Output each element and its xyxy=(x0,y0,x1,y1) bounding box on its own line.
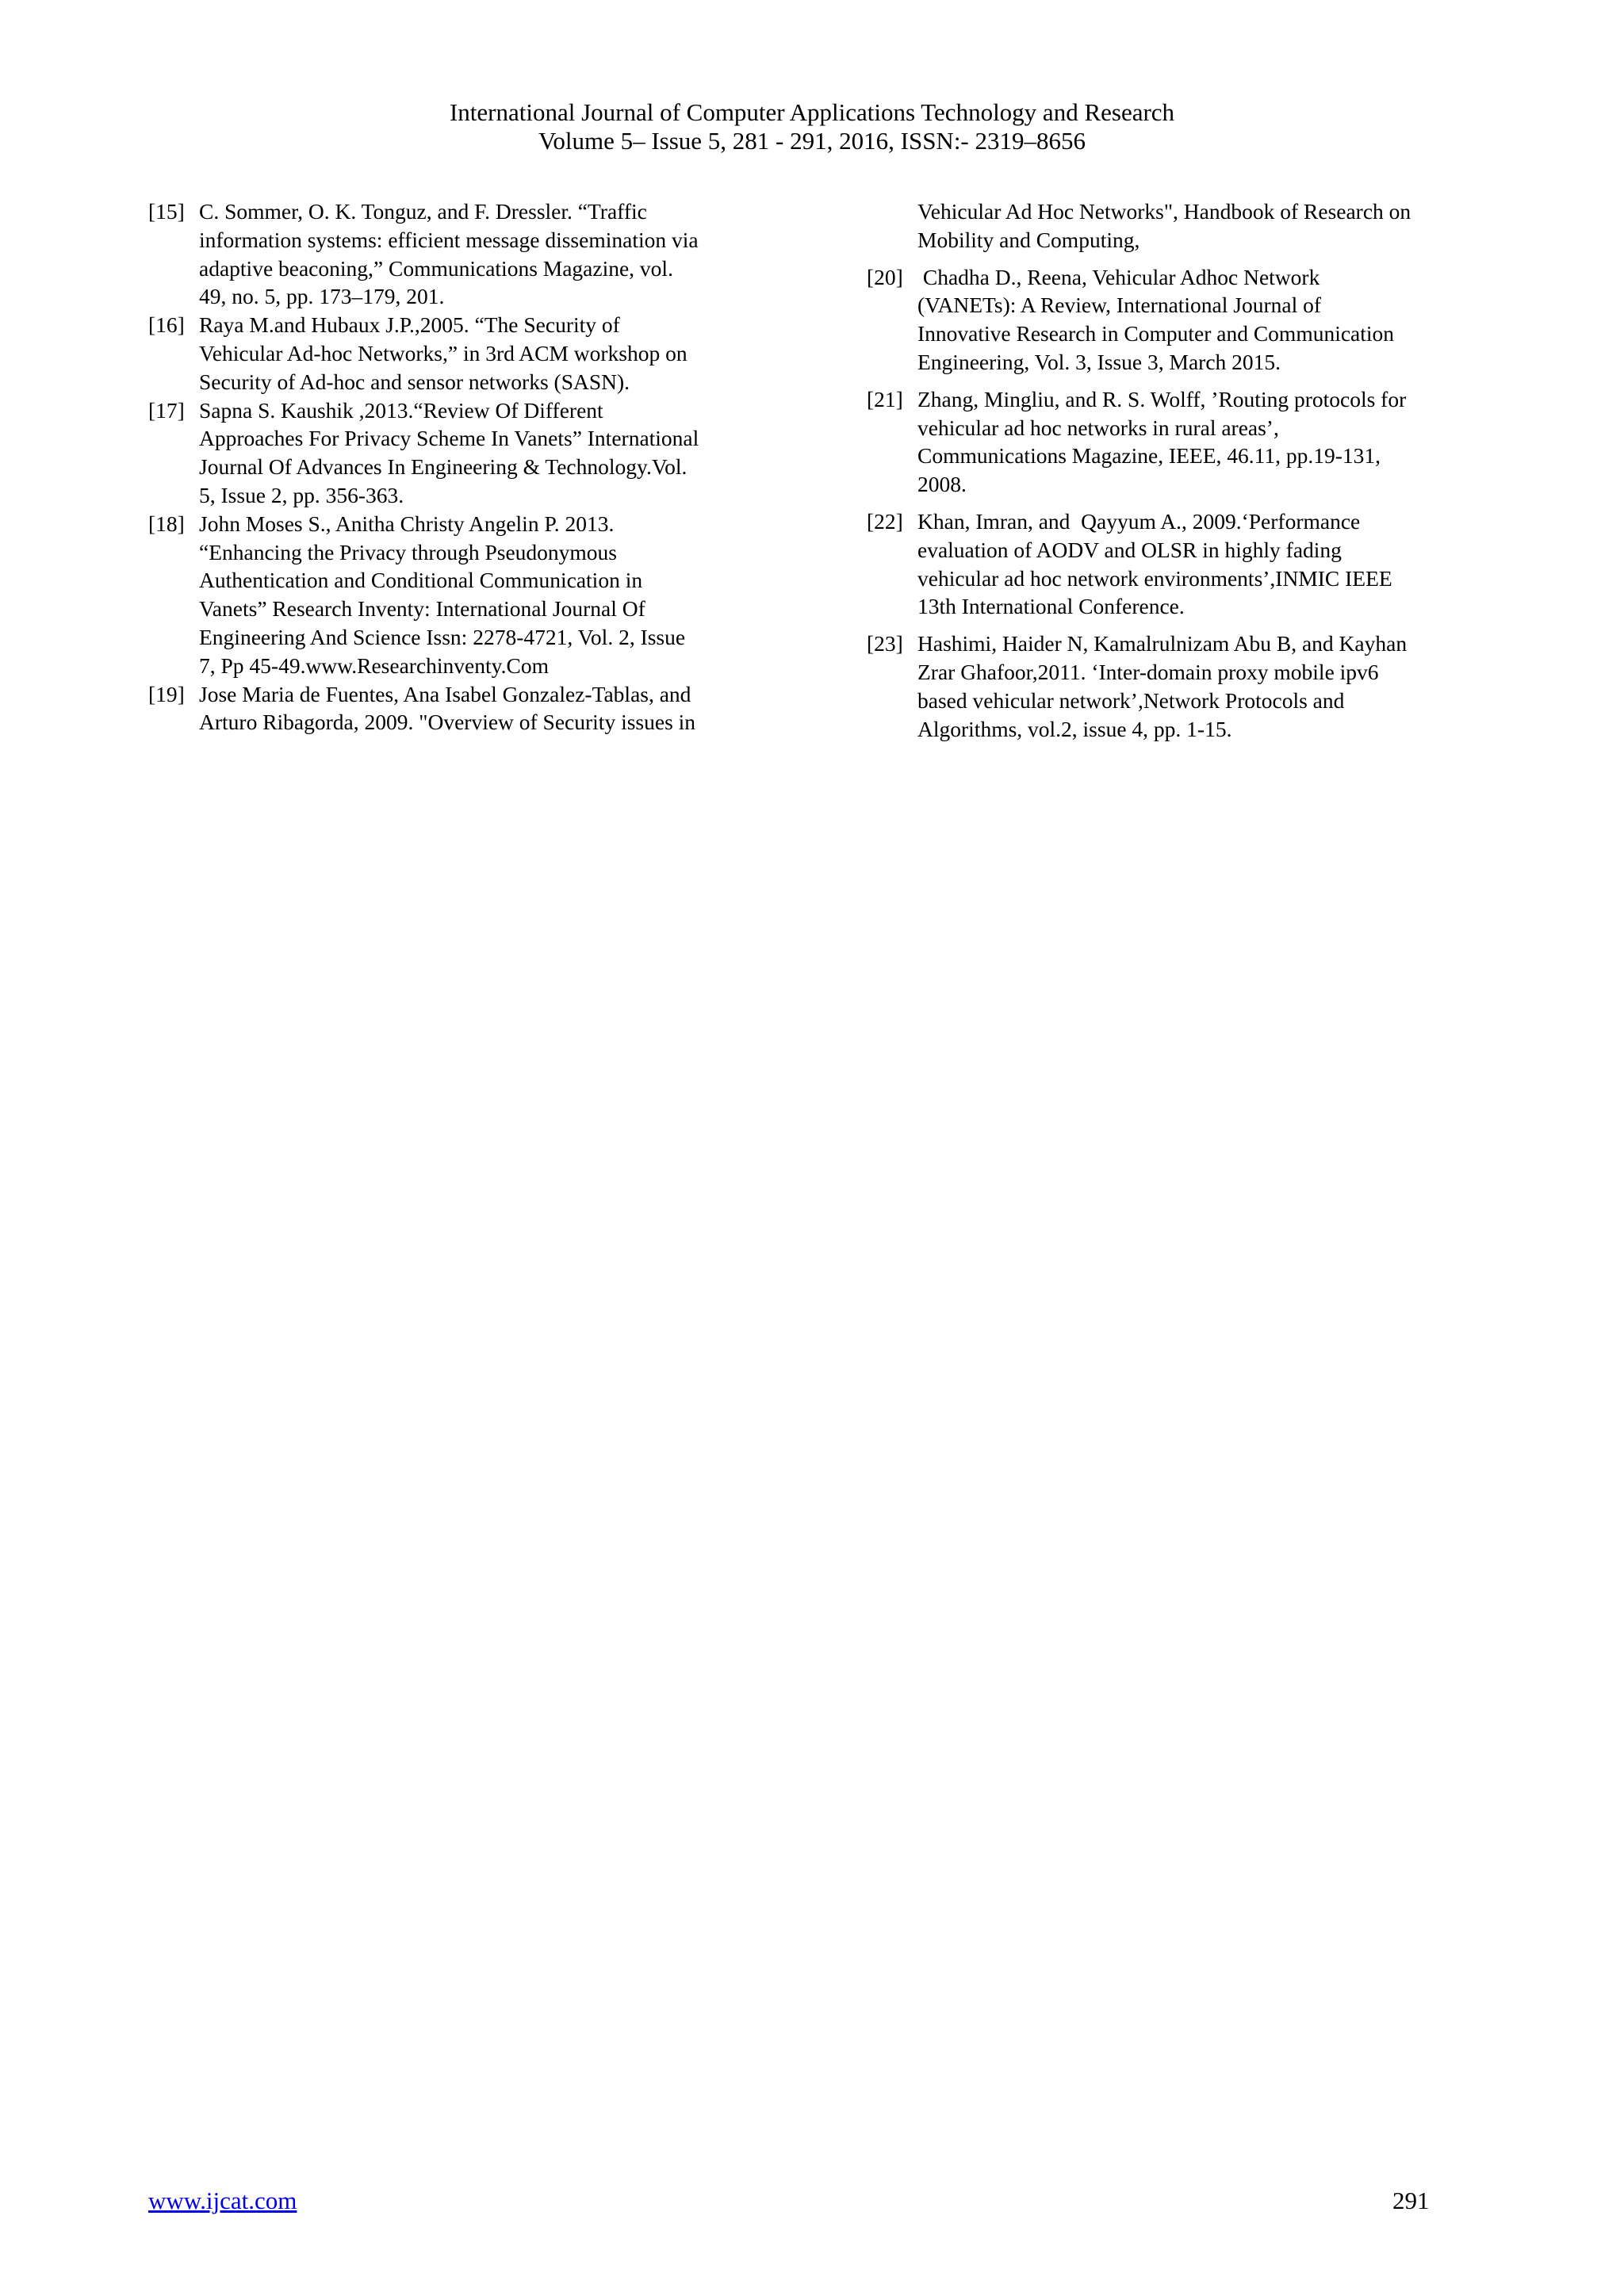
reference-text-line: Mobility and Computing, xyxy=(917,227,1140,252)
reference-text-line: Hashimi, Haider N, Kamalrulnizam Abu B, and Kayhan xyxy=(917,631,1408,656)
reference-text-line: adaptive beaconing,” Communications Magazine, vol. xyxy=(199,255,673,281)
reference-number: [18] xyxy=(148,511,185,536)
reference-item xyxy=(148,680,783,737)
reference-text-line: Innovative Research in Computer and Communication xyxy=(917,321,1395,346)
reference-text-line: 7, Pp 45-49.www.Researchinventy.Com xyxy=(199,652,549,678)
reference-number: [16] xyxy=(148,312,185,338)
reference-number: [21] xyxy=(867,386,903,411)
reference-text-line: John Moses S., Anitha Christy Angelin P. 2013. xyxy=(199,511,615,536)
reference-text-line: Communications Magazine, IEEE, 46.11, pp.19-131, xyxy=(917,443,1381,469)
reference-text-line: evaluation of AODV and OLSR in highly fading xyxy=(917,537,1342,562)
reference-text-line: 2008. xyxy=(917,472,967,497)
reference-text-line: Approaches For Privacy Scheme In Vanets” International xyxy=(199,426,699,451)
reference-item xyxy=(867,263,1493,377)
reference-item xyxy=(867,385,1493,499)
reference-text-line: Zrar Ghafoor,2011. ‘Inter-domain proxy mobile ipv6 xyxy=(917,659,1379,684)
reference-item xyxy=(148,396,783,510)
journal-title: International Journal of Computer Applications Technology and Research xyxy=(449,98,1175,126)
reference-text-line: (VANETs): A Review, International Journal of xyxy=(917,293,1322,318)
reference-number: [20] xyxy=(867,264,903,289)
references-left-column xyxy=(148,197,783,737)
reference-text-line: Vehicular Ad Hoc Networks", Handbook of Research on xyxy=(917,199,1411,224)
reference-text-line: Khan, Imran, and Qayyum A., 2009.‘Performance xyxy=(917,508,1361,534)
reference-text-line: 5, Issue 2, pp. 356-363. xyxy=(199,482,404,507)
reference-text-line: Security of Ad-hoc and sensor networks (SASN). xyxy=(199,369,630,394)
reference-text-line: Zhang, Mingliu, and R. S. Wolff, ’Routing protocols for xyxy=(917,386,1407,411)
reference-text-line: vehicular ad hoc network environments’,INMIC IEEE xyxy=(917,565,1392,591)
reference-number: [17] xyxy=(148,397,185,423)
reference-text-line: Engineering, Vol. 3, Issue 3, March 2015. xyxy=(917,349,1281,374)
journal-header xyxy=(0,98,1624,155)
reference-number: [22] xyxy=(867,508,903,534)
reference-text-line: Arturo Ribagorda, 2009. "Overview of Security issues in xyxy=(199,710,696,735)
reference-text-line: based vehicular network’,Network Protocols and xyxy=(917,687,1345,713)
reference-item xyxy=(867,629,1493,743)
reference-text-line: 13th International Conference. xyxy=(917,594,1185,619)
reference-text-line: Vehicular Ad-hoc Networks,” in 3rd ACM workshop on xyxy=(199,340,688,365)
reference-text-line: Journal Of Advances In Engineering & Technology.Vol. xyxy=(199,454,688,480)
reference-item xyxy=(148,197,783,311)
reference-text-line: Jose Maria de Fuentes, Ana Isabel Gonzalez-Tablas, and xyxy=(199,681,691,706)
reference-number: [23] xyxy=(867,631,903,656)
reference-item xyxy=(867,197,1493,254)
reference-text-line: C. Sommer, O. K. Tonguz, and F. Dressler. “Traffic xyxy=(199,199,647,224)
reference-text-line: Chadha D., Reena, Vehicular Adhoc Network xyxy=(917,264,1320,289)
reference-text-line: Algorithms, vol.2, issue 4, pp. 1-15. xyxy=(917,716,1232,741)
reference-text-line: Vanets” Research Inventy: International Journal Of xyxy=(199,596,645,622)
reference-text-line: vehicular ad hoc networks in rural areas’, xyxy=(917,415,1279,440)
reference-text-line: Raya M.and Hubaux J.P.,2005. “The Security of xyxy=(199,312,620,338)
page-number: 291 xyxy=(1392,2187,1430,2214)
journal-volume-info: Volume 5– Issue 5, 281 - 291, 2016, ISSN:- 2319–8656 xyxy=(538,127,1086,155)
reference-text-line: Authentication and Conditional Communication in xyxy=(199,568,643,593)
reference-item xyxy=(148,311,783,396)
reference-text-line: information systems: efficient message dissemination via xyxy=(199,227,699,252)
reference-item xyxy=(148,510,783,680)
reference-number: [15] xyxy=(148,199,185,224)
reference-text-line: Engineering And Science Issn: 2278-4721, Vol. 2, Issue xyxy=(199,624,686,649)
references-right-column xyxy=(867,197,1493,752)
reference-text-line: “Enhancing the Privacy through Pseudonymous xyxy=(199,539,617,564)
reference-number: [19] xyxy=(148,681,185,706)
reference-text-line: Sapna S. Kaushik ,2013.“Review Of Different xyxy=(199,397,603,423)
reference-item xyxy=(867,507,1493,621)
reference-text-line: 49, no. 5, pp. 173–179, 201. xyxy=(199,284,445,309)
footer-website-link[interactable]: www.ijcat.com xyxy=(148,2187,297,2214)
